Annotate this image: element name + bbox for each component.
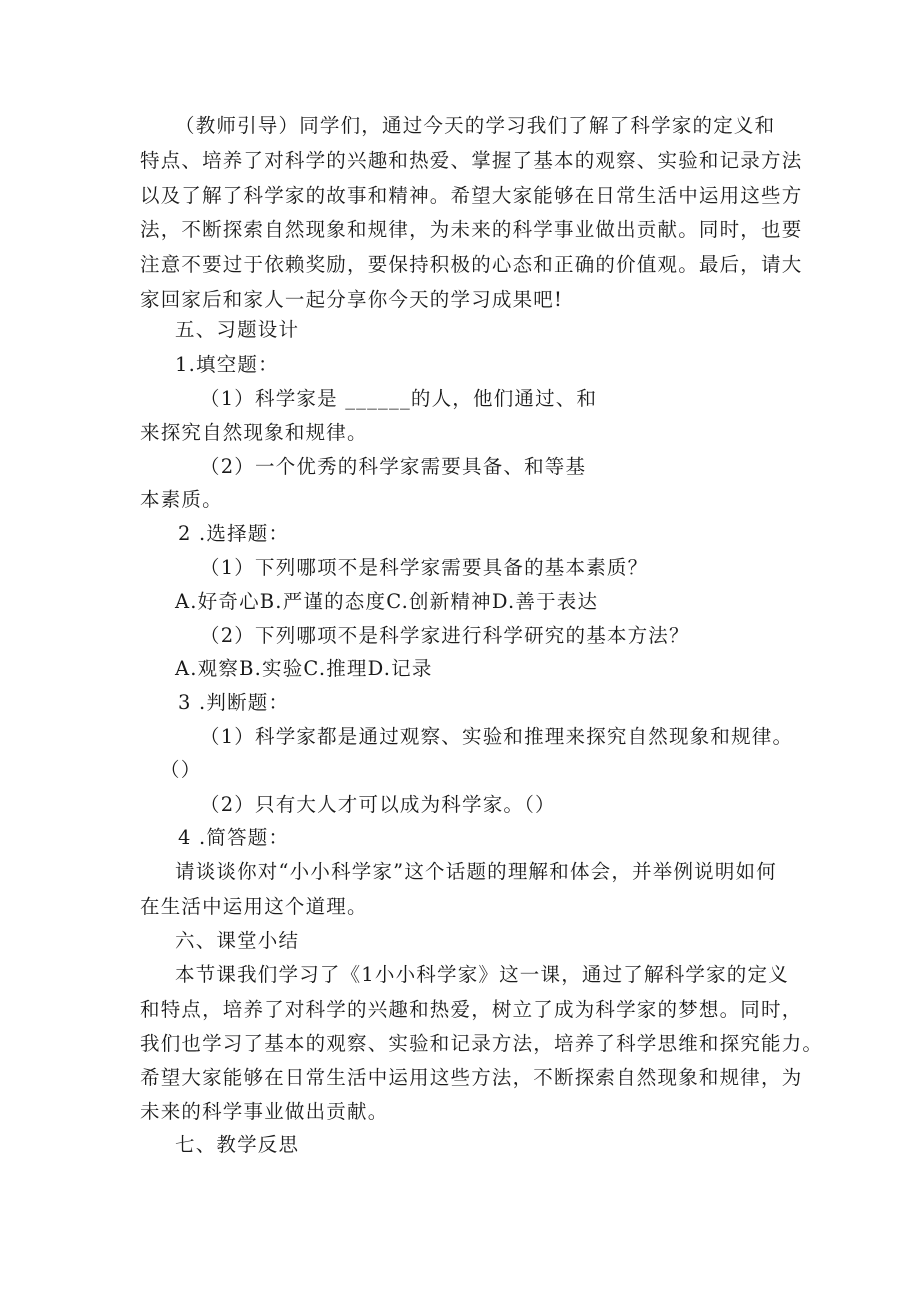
question-heading: 1.填空题： [175, 353, 279, 376]
question-options: A.好奇心B.严谨的态度C.创新精神D.善于表达 [175, 590, 599, 613]
question-options: A.观察B.实验C.推理D.记录 [175, 657, 433, 680]
paragraph-line: 和特点，培养了对科学的兴趣和热爱，树立了成为科学家的梦想。同时， [140, 998, 803, 1021]
question-heading: 3 .判断题： [178, 691, 290, 714]
question-item: （2）只有大人才可以成为科学家。（） [200, 793, 556, 816]
question-item: （2）一个优秀的科学家需要具备、和等基 [200, 455, 587, 478]
question-item: （2）下列哪项不是科学家进行科学研究的基本方法？ [200, 624, 690, 647]
paragraph-line: 我们也学习了基本的观察、实验和记录方法，培养了科学思维和探究能力。 [140, 1032, 824, 1055]
question-heading: 2 .选择题： [178, 522, 290, 545]
question-item: （1）科学家是 ______的人，他们通过、和 [200, 387, 598, 410]
paragraph-line: 特点、培养了对科学的兴趣和热爱、掌握了基本的观察、实验和记录方法 [140, 149, 803, 172]
paragraph-line: 未来的科学事业做出贡献。 [140, 1100, 389, 1123]
question-item: 在生活中运用这个道理。 [140, 895, 368, 918]
question-heading: 4 .简答题： [178, 826, 290, 849]
paragraph-line: 法，不断探索自然现象和规律，为未来的科学事业做出贡献。同时，也要 [140, 218, 803, 241]
paragraph-line: （教师引导）同学们，通过今天的学习我们了解了科学家的定义和 [175, 114, 776, 137]
question-item: 请谈谈你对“小小科学家”这个话题的理解和体会，并举例说明如何 [175, 860, 777, 883]
paragraph-line: 注意不要过于依赖奖励，要保持积极的心态和正确的价值观。最后，请大 [140, 253, 803, 276]
section-heading: 五、习题设计 [175, 318, 300, 341]
question-item: （1）科学家都是通过观察、实验和推理来探究自然现象和规律。 [200, 725, 794, 748]
section-heading: 六、课堂小结 [175, 929, 300, 952]
question-item: 来探究自然现象和规律。 [140, 421, 368, 444]
paragraph-line: 本节课我们学习了《1小小科学家》这一课，通过了解科学家的定义 [175, 963, 789, 986]
section-heading: 七、教学反思 [175, 1133, 300, 1156]
question-item: （1）下列哪项不是科学家需要具备的基本素质？ [200, 556, 649, 579]
question-item: （） [160, 758, 202, 781]
paragraph-line: 以及了解了科学家的故事和精神。希望大家能够在日常生活中运用这些方 [140, 184, 803, 207]
paragraph-line: 希望大家能够在日常生活中运用这些方法，不断探索自然现象和规律，为 [140, 1066, 803, 1089]
paragraph-line: 家回家后和家人一起分享你今天的学习成果吧! [140, 288, 564, 311]
question-item: 本素质。 [140, 488, 223, 511]
